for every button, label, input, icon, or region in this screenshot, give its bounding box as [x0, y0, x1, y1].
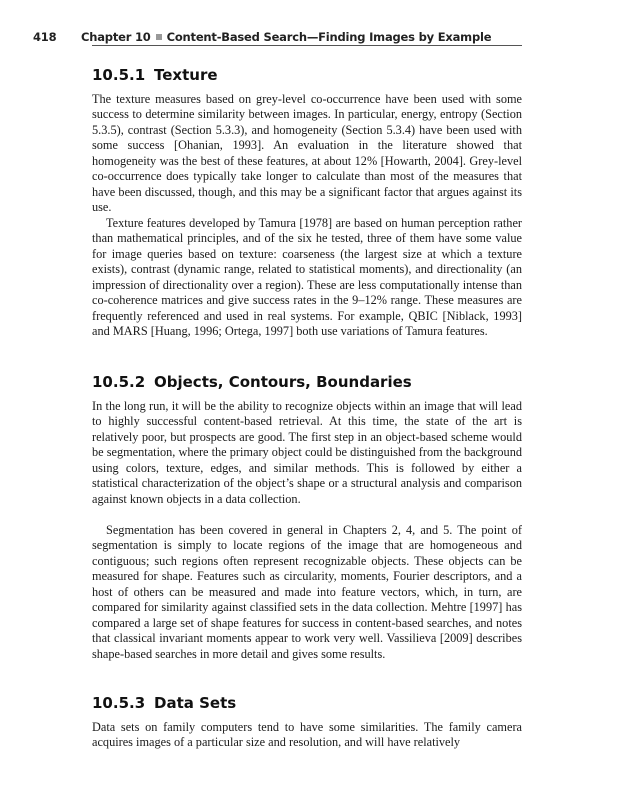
running-header — [33, 30, 523, 44]
paragraph-objects-1: In the long run, it will be the ability to recognize objects within an image that will lead to highly successful content-based retrieval. At this time, the state of the art is relatively poor, but prospects are good. The first step in an object-based scheme would be segmentation, where the primary object could be distinguished from the background using colors, texture, edges, and similar methods. This is followed by either a statistical characterization of the object’s shape or a structural analysis and comparison against known objects in a data collection. — [92, 399, 522, 506]
section-heading-data-sets — [92, 694, 236, 712]
section-heading-texture — [92, 66, 218, 84]
paragraph-objects-2: Segmentation has been covered in general in Chapters 2, 4, and 5. The point of segmentation is simply to locate regions of the image that are homogeneous and contiguous; such regions often represent recognizable objects. These objects can be measured for shape. Features such as circularity, moments, Fourier descriptors, and a host of others can be measured and made into feature vectors, which, in turn, are compared for similarity against classified sets in the data collection. Mehtre [1997] has compared a large set of shape features for success in content-based searches, and notes that classical invariant moments appear to work very well. Vassilieva [2009] describes shape-based searches in more detail and gives some results. — [92, 523, 522, 661]
chapter-title: Content-Based Search—Finding Images by Example — [166, 30, 492, 44]
chapter-label: Chapter 10 — [81, 30, 151, 44]
paragraph-data-sets-1: Data sets on family computers tend to have some similarities. The family camera acquires images of a particular size and resolution, and will have relatively — [92, 720, 522, 750]
paragraph-texture-2: Texture features developed by Tamura [1978] are based on human perception rather than mathematical principles, and of the six he tested, three of them have some value for image queries based on texture: coarseness (the largest size at which a texture exists), contrast (dynamic range, related to statistical moments), and directionality (an impression of directionality over a region). These are less computationally intense than co-coherence matrices and give success rates in the 9–12% range. These measures are frequently referenced and used in real systems. For example, QBIC [Niblack, 1993] and MARS [Huang, 1996; Ortega, 1997] both use variations of Tamura features. — [92, 216, 522, 339]
section-number: 10.5.1 — [92, 66, 146, 84]
paragraph-texture-1: The texture measures based on grey-level co-occurrence have been used with some success to determine similarity between images. In particular, energy, entropy (Section 5.3.5), contrast (Section 5.3.3), and homogeneity (Section 5.3.4) have been used with some success [Ohanian, 1993]. An evaluation in the literature showed that homogeneity was the best of these features, at about 12% [Howarth, 2004]. Grey-level co-occurrence does typically take longer to calculate than most of the measures that have been discussed, though, and this may be a significant factor that argues against its use. — [92, 92, 522, 215]
section-heading-objects — [92, 373, 412, 391]
header-rule — [92, 45, 522, 46]
section-number: 10.5.3 — [92, 694, 146, 712]
header-separator-icon — [156, 34, 162, 40]
section-title: Texture — [154, 66, 218, 84]
section-title: Data Sets — [154, 694, 237, 712]
section-number: 10.5.2 — [92, 373, 146, 391]
page-number: 418 — [33, 30, 57, 44]
section-title: Objects, Contours, Boundaries — [154, 373, 412, 391]
